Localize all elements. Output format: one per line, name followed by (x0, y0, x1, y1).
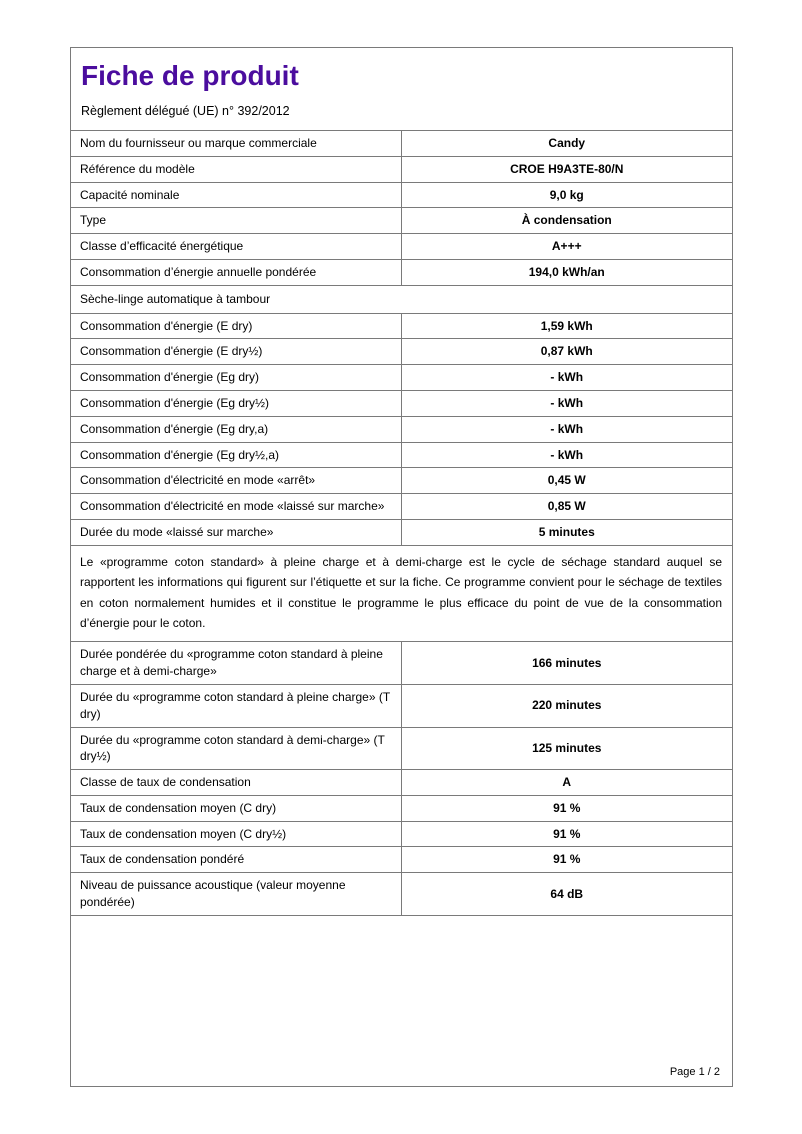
row-value: A+++ (551, 239, 582, 254)
row-value: 91 % (553, 852, 581, 867)
row-value: 91 % (553, 800, 581, 815)
row-label: Consommation d'énergie (Eg dry) (71, 365, 402, 390)
table-row (71, 365, 732, 391)
row-label: Référence du modèle (71, 157, 402, 182)
row-value: - kWh (550, 370, 584, 385)
row-label: Consommation d’énergie annuelle pondérée (71, 260, 402, 285)
table-row (71, 417, 732, 443)
table-row (71, 796, 732, 822)
row-label: Consommation d'énergie (E dry) (71, 314, 402, 339)
row-label: Taux de condensation pondéré (71, 847, 402, 872)
row-value: 1,59 kWh (540, 318, 593, 333)
row-value: À condensation (521, 213, 612, 228)
row-value: 91 % (553, 826, 581, 841)
row-value: 194,0 kWh/an (528, 264, 605, 279)
row-label: Classe d’efficacité énergétique (71, 234, 402, 259)
row-value: CROE H9A3TE-80/N (510, 161, 624, 176)
table-row-full (71, 286, 732, 314)
table-row (71, 770, 732, 796)
table-row (71, 131, 732, 157)
page-subtitle: Règlement délégué (UE) n° 392/2012 (81, 104, 290, 118)
table-row (71, 391, 732, 417)
page-footer: Page 1 / 2 (669, 1066, 720, 1078)
row-label: Durée du «programme coton standard à demi-charge» (T dry½) (71, 728, 402, 770)
row-value: 125 minutes (532, 740, 602, 755)
table-row (71, 314, 732, 340)
row-value: - kWh (550, 421, 584, 436)
table-row (71, 468, 732, 494)
row-value: 64 dB (550, 886, 584, 901)
row-label: Durée du «programme coton standard à pleine charge» (T dry) (71, 685, 402, 727)
table-row (71, 494, 732, 520)
page-header (71, 48, 732, 118)
table-row (71, 873, 732, 916)
row-value: 0,45 W (547, 473, 586, 488)
standard-programme-note: Le «programme coton standard» à pleine charge et à demi-charge est le cycle de séchage standard auquel se rapportent les informations qui figurent sur l’étiquette et sur la fiche. Ce programme convient pour le séchage de textiles en coton normalement humides et il constitue le programme le plus efficace du point de vue de la consommation d’énergie pour le coton. (80, 554, 722, 630)
row-label: Taux de condensation moyen (C dry½) (71, 822, 402, 847)
row-label: Consommation d'électricité en mode «laissé sur marche» (71, 494, 402, 519)
table-row-paragraph (71, 546, 732, 643)
table-row (71, 339, 732, 365)
table-row (71, 520, 732, 546)
page-title: Fiche de produit (81, 60, 299, 91)
table-row (71, 728, 732, 771)
document-page (70, 47, 733, 1087)
row-label: Taux de condensation moyen (C dry) (71, 796, 402, 821)
row-value: 166 minutes (532, 655, 602, 670)
row-label: Durée pondérée du «programme coton standard à pleine charge et à demi-charge» (71, 642, 402, 684)
row-label: Capacité nominale (71, 183, 402, 208)
row-value: - kWh (550, 395, 584, 410)
table-row (71, 642, 732, 685)
table-row (71, 208, 732, 234)
row-label: Consommation d'énergie (Eg dry½,a) (71, 443, 402, 468)
table-row (71, 157, 732, 183)
row-value: 220 minutes (532, 698, 602, 713)
row-label: Type (71, 208, 402, 233)
table-row (71, 443, 732, 469)
row-label: Durée du mode «laissé sur marche» (71, 520, 402, 545)
table-row (71, 260, 732, 286)
row-label: Consommation d'énergie (Eg dry½) (71, 391, 402, 416)
row-value: A (562, 775, 572, 790)
row-label: Consommation d'énergie (Eg dry,a) (71, 417, 402, 442)
row-value: 9,0 kg (549, 187, 584, 202)
row-value: - kWh (550, 447, 584, 462)
row-label: Classe de taux de condensation (71, 770, 402, 795)
table-row (71, 685, 732, 728)
row-value: 0,85 W (547, 499, 586, 514)
product-table (71, 130, 732, 916)
row-value: Candy (548, 136, 586, 150)
row-label: Niveau de puissance acoustique (valeur moyenne pondérée) (71, 873, 402, 915)
table-row (71, 183, 732, 209)
table-row (71, 822, 732, 848)
row-label: Consommation d'énergie (E dry½) (71, 339, 402, 364)
table-row (71, 234, 732, 260)
row-label: Nom du fournisseur ou marque commerciale (71, 131, 402, 156)
row-value: 0,87 kWh (540, 344, 593, 359)
section-heading: Sèche-linge automatique à tambour (80, 291, 271, 306)
row-value: 5 minutes (538, 524, 595, 539)
row-label: Consommation d'électricité en mode «arrêt» (71, 468, 402, 493)
table-row (71, 847, 732, 873)
